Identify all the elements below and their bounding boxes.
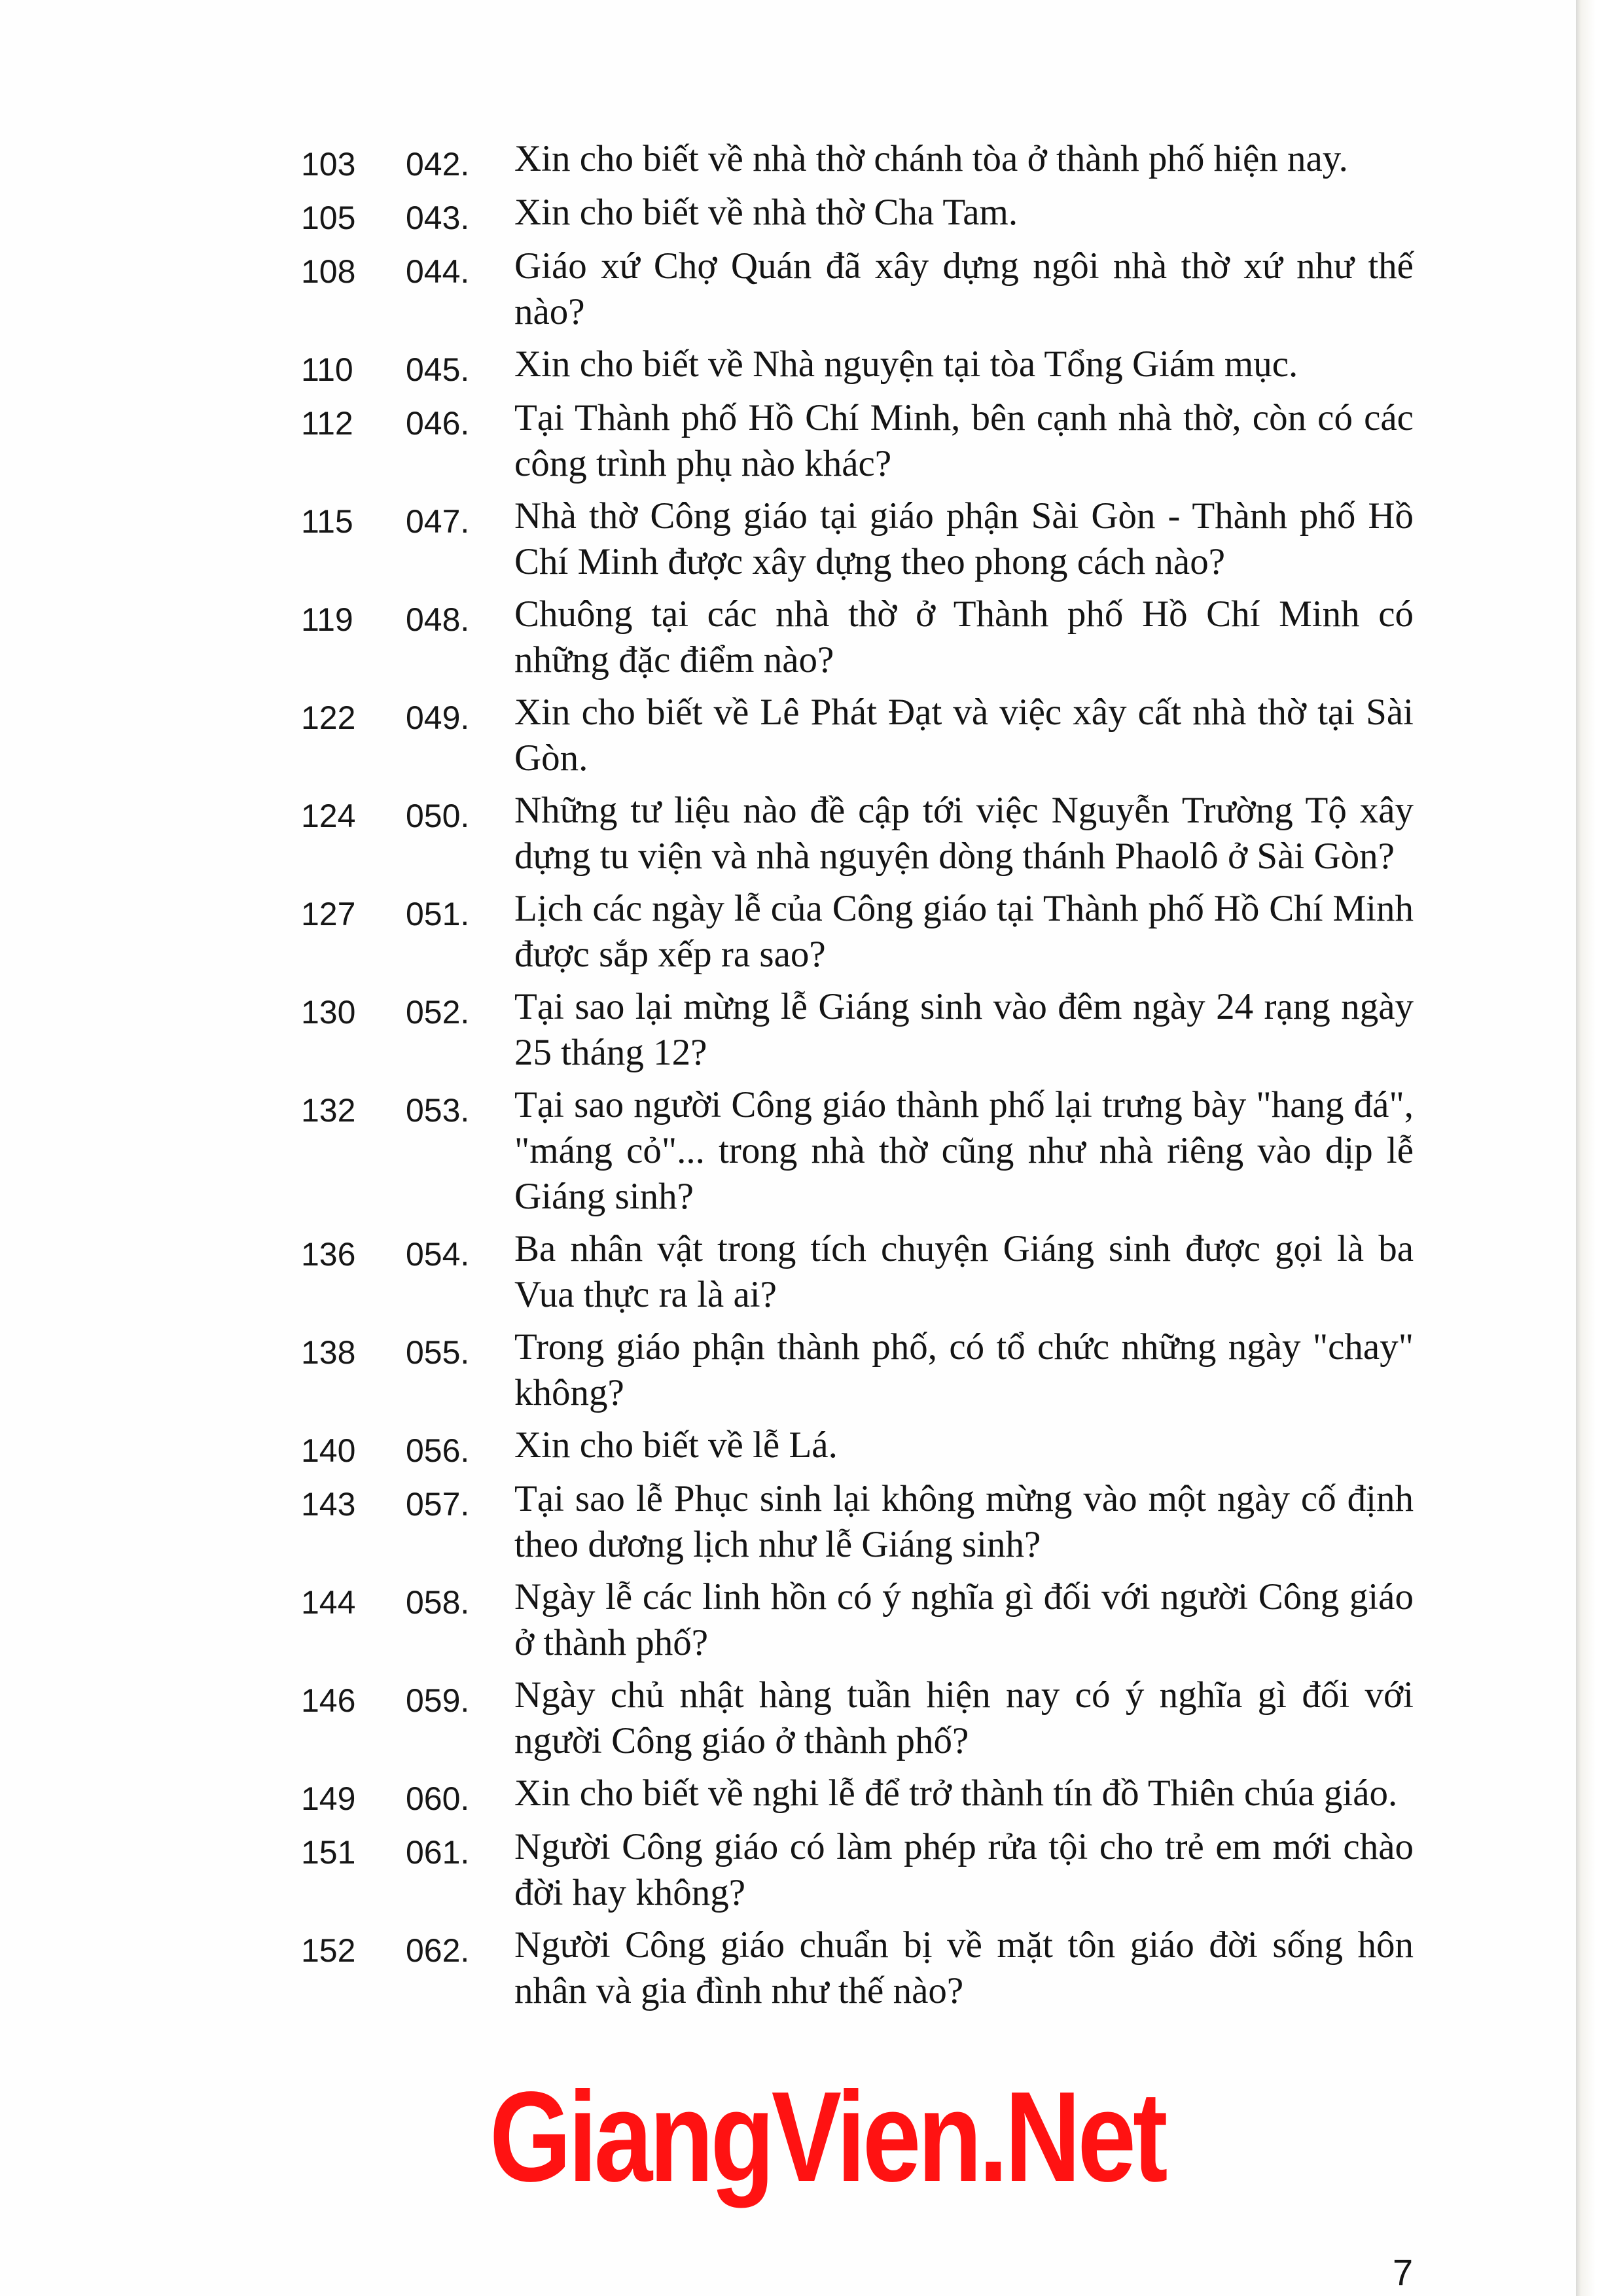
toc-page-number: 127 xyxy=(301,896,356,932)
toc-question-number: 048. xyxy=(406,601,470,638)
toc-question-text: Chuông tại các nhà thờ ở Thành phố Hồ Chí Minh có những đặc điểm nào? xyxy=(514,593,1414,680)
table-of-contents xyxy=(301,136,1414,2021)
toc-page-number: 119 xyxy=(301,601,353,638)
toc-question-number: 054. xyxy=(406,1236,470,1273)
toc-question-text: Tại Thành phố Hồ Chí Minh, bên cạnh nhà thờ, còn có các công trình phụ nào khác? xyxy=(514,397,1414,484)
toc-page-number: 151 xyxy=(301,1834,356,1871)
toc-question-text: Trong giáo phận thành phố, có tổ chức những ngày "chay" không? xyxy=(514,1326,1414,1413)
toc-question-text: Xin cho biết về lễ Lá. xyxy=(514,1424,838,1466)
toc-entry xyxy=(301,1324,1414,1416)
toc-question-number: 061. xyxy=(406,1834,470,1871)
toc-page-number: 124 xyxy=(301,798,356,834)
toc-entry xyxy=(301,1422,1414,1470)
toc-question-text: Những tư liệu nào đề cập tới việc Nguyễn Trường Tộ xây dựng tu viện và nhà nguyện dòng thánh Phaolô ở Sài Gòn? xyxy=(514,790,1414,877)
toc-entry xyxy=(301,1574,1414,1666)
toc-question-text: Ngày chủ nhật hàng tuần hiện nay có ý nghĩa gì đối với người Công giáo ở thành phố? xyxy=(514,1674,1414,1761)
toc-question-number: 051. xyxy=(406,896,470,932)
toc-page-number: 138 xyxy=(301,1334,356,1371)
toc-question-number: 052. xyxy=(406,994,470,1031)
toc-question-text: Xin cho biết về nhà thờ chánh tòa ở thành phố hiện nay. xyxy=(514,138,1348,179)
toc-page-number: 146 xyxy=(301,1682,356,1719)
toc-question-text: Xin cho biết về Nhà nguyện tại tòa Tổng Giám mục. xyxy=(514,344,1298,385)
toc-page-number: 115 xyxy=(301,503,353,540)
toc-page-number: 149 xyxy=(301,1780,356,1817)
toc-question-number: 060. xyxy=(406,1780,470,1817)
toc-question-number: 046. xyxy=(406,405,470,442)
watermark-logo: GiangVien.Net xyxy=(490,2065,1165,2208)
toc-page-number: 143 xyxy=(301,1486,356,1523)
toc-entry xyxy=(301,690,1414,781)
toc-page-number: 152 xyxy=(301,1932,356,1969)
toc-question-text: Tại sao lễ Phục sinh lại không mừng vào một ngày cố định theo dương lịch như lễ Giáng sinh? xyxy=(514,1478,1414,1565)
toc-entry xyxy=(301,788,1414,879)
toc-question-number: 045. xyxy=(406,351,470,388)
toc-question-text: Giáo xứ Chợ Quán đã xây dựng ngôi nhà thờ xứ như thế nào? xyxy=(514,245,1414,332)
toc-question-number: 050. xyxy=(406,798,470,834)
toc-page-number: 144 xyxy=(301,1584,356,1621)
toc-entry xyxy=(301,886,1414,978)
toc-entry xyxy=(301,984,1414,1076)
toc-question-number: 053. xyxy=(406,1092,470,1129)
toc-entry xyxy=(301,342,1414,389)
page-edge xyxy=(1576,0,1623,2296)
toc-question-text: Tại sao lại mừng lễ Giáng sinh vào đêm ngày 24 rạng ngày 25 tháng 12? xyxy=(514,986,1414,1073)
toc-page-number: 132 xyxy=(301,1092,356,1129)
toc-entry xyxy=(301,243,1414,335)
toc-question-number: 058. xyxy=(406,1584,470,1621)
toc-page-number: 108 xyxy=(301,253,356,290)
toc-entry xyxy=(301,395,1414,487)
toc-entry xyxy=(301,1476,1414,1568)
toc-question-text: Xin cho biết về nhà thờ Cha Tam. xyxy=(514,192,1018,233)
toc-page-number: 122 xyxy=(301,699,356,736)
toc-page-number: 112 xyxy=(301,405,353,442)
toc-question-number: 057. xyxy=(406,1486,470,1523)
toc-page-number: 140 xyxy=(301,1432,356,1469)
toc-entry xyxy=(301,1226,1414,1318)
page-folio: 7 xyxy=(1393,2252,1414,2293)
toc-question-number: 043. xyxy=(406,200,470,236)
toc-question-number: 056. xyxy=(406,1432,470,1469)
toc-page-number: 105 xyxy=(301,200,356,236)
toc-question-number: 047. xyxy=(406,503,470,540)
toc-question-text: Xin cho biết về nghi lễ để trở thành tín đồ Thiên chúa giáo. xyxy=(514,1773,1398,1814)
toc-entry xyxy=(301,1082,1414,1220)
toc-question-number: 059. xyxy=(406,1682,470,1719)
toc-page-number: 130 xyxy=(301,994,356,1031)
toc-question-text: Ba nhân vật trong tích chuyện Giáng sinh được gọi là ba Vua thực ra là ai? xyxy=(514,1228,1414,1315)
toc-entry xyxy=(301,592,1414,683)
toc-entry xyxy=(301,1922,1414,2014)
toc-question-text: Tại sao người Công giáo thành phố lại trưng bày "hang đá", "máng cỏ"... trong nhà thờ cũng như nhà riêng vào dịp lễ Giáng sinh? xyxy=(514,1084,1414,1217)
toc-question-text: Người Công giáo chuẩn bị về mặt tôn giáo đời sống hôn nhân và gia đình như thế nào? xyxy=(514,1924,1414,2011)
toc-entry xyxy=(301,1824,1414,1916)
toc-question-number: 042. xyxy=(406,146,470,183)
toc-question-text: Lịch các ngày lễ của Công giáo tại Thành phố Hồ Chí Minh được sắp xếp ra sao? xyxy=(514,888,1414,975)
toc-question-number: 055. xyxy=(406,1334,470,1371)
toc-entry xyxy=(301,1771,1414,1818)
toc-question-text: Nhà thờ Công giáo tại giáo phận Sài Gòn - Thành phố Hồ Chí Minh được xây dựng theo phong cách nào? xyxy=(514,495,1414,582)
toc-question-text: Xin cho biết về Lê Phát Đạt và việc xây cất nhà thờ tại Sài Gòn. xyxy=(514,692,1414,779)
toc-entry xyxy=(301,136,1414,183)
toc-page-number: 103 xyxy=(301,146,356,183)
toc-question-number: 049. xyxy=(406,699,470,736)
toc-question-number: 062. xyxy=(406,1932,470,1969)
toc-entry xyxy=(301,190,1414,237)
toc-entry xyxy=(301,1672,1414,1764)
toc-question-text: Ngày lễ các linh hồn có ý nghĩa gì đối với người Công giáo ở thành phố? xyxy=(514,1576,1414,1663)
toc-entry xyxy=(301,493,1414,585)
toc-question-number: 044. xyxy=(406,253,470,290)
toc-question-text: Người Công giáo có làm phép rửa tội cho trẻ em mới chào đời hay không? xyxy=(514,1826,1414,1913)
toc-page-number: 136 xyxy=(301,1236,356,1273)
toc-page-number: 110 xyxy=(301,351,353,388)
